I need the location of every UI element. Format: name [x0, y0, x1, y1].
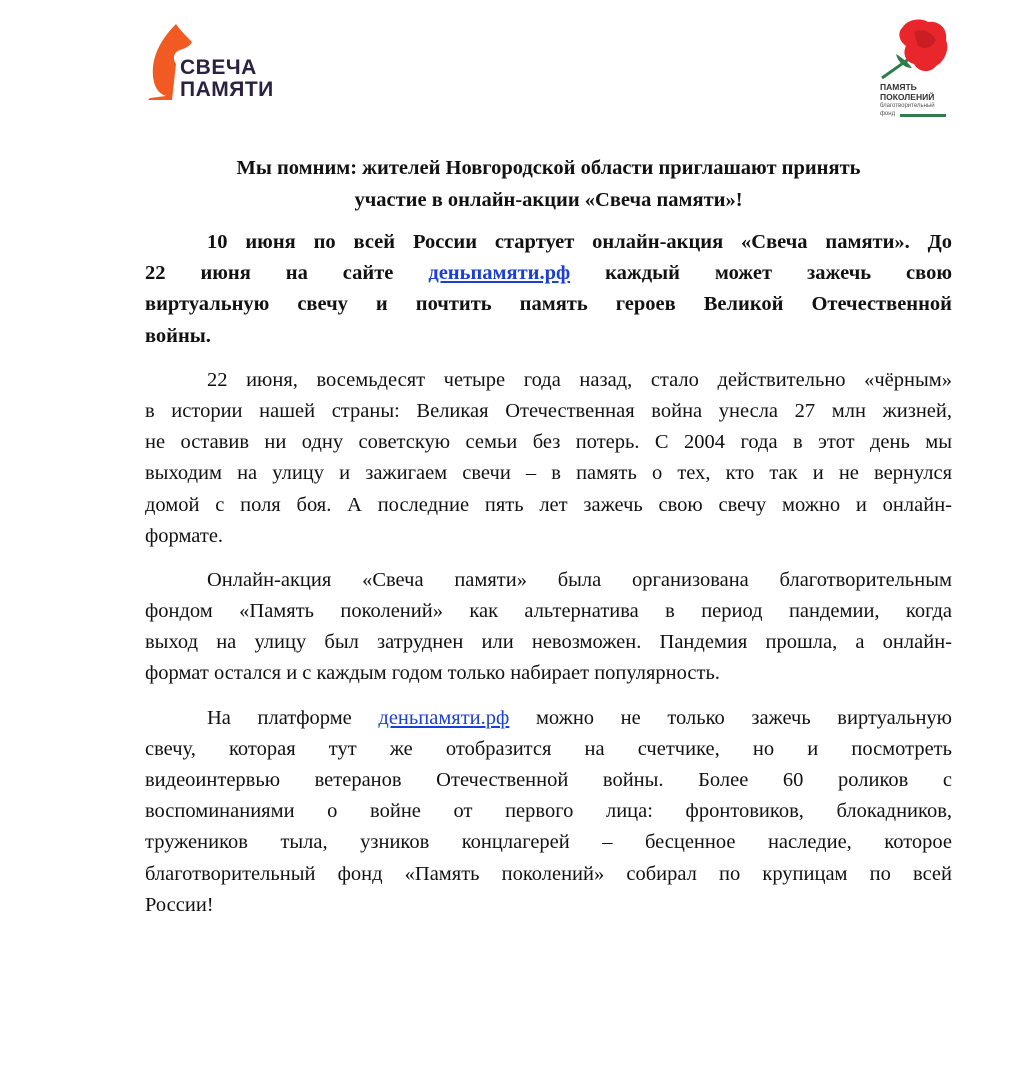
title-line: Мы помним: жителей Новгородской области приглашают принять	[236, 157, 861, 179]
article-body	[145, 227, 952, 934]
text-line: воспоминаниями о войне от первого лица: фронтовиков, блокадников,	[145, 800, 952, 823]
text-line: домой с поля боя. А последние пять лет зажечь свою свечу можно и онлайн-	[145, 493, 952, 516]
logo-text-line4: фонд	[880, 111, 896, 117]
text-line: свечу, которая тут же отобразится на счетчике, но и посмотреть	[145, 737, 952, 760]
title-line: участие в онлайн-акции «Свеча памяти»!	[354, 189, 743, 211]
lead-paragraph	[145, 227, 952, 352]
text-line: Онлайн-акция «Свеча памяти» была организована благотворительным	[207, 568, 952, 591]
memory-day-link[interactable]: деньпамяти.рф	[378, 706, 510, 729]
text-line: выход на улицу был затруднен или невозможен. Пандемия прошла, а онлайн-	[145, 631, 952, 654]
logo-text-line1: ПАМЯТЬ	[880, 82, 917, 92]
text-line: фондом «Память поколений» как альтернатива в период пандемии, когда	[145, 600, 952, 623]
logo-text-line2: ПАМЯТИ	[180, 78, 274, 101]
body-paragraph	[145, 365, 952, 552]
text-line: тружеников тыла, узников концлагерей – бесценное наследие, которое	[145, 831, 952, 854]
text-line: формате.	[145, 524, 224, 547]
text-line: войны.	[145, 324, 211, 347]
text-line: видеоинтервью ветеранов Отечественной войны. Более 60 роликов с	[145, 769, 952, 791]
memory-day-link[interactable]: деньпамяти.рф	[428, 262, 571, 285]
text-line: в истории нашей страны: Великая Отечественная война унесла 27 млн жизней,	[145, 399, 952, 422]
logo-text-line1: СВЕЧА	[180, 56, 257, 79]
text-line: формат остался и с каждым годом только набирает популярность.	[145, 662, 720, 685]
text-line: России!	[145, 893, 214, 916]
text-line: 10 июня по всей России стартует онлайн-акция «Свеча памяти». До	[207, 231, 952, 253]
text-line: 22 июня на сайте деньпамяти.рф каждый может зажечь свою	[145, 262, 952, 285]
text-line: На платформе деньпамяти.рф можно не только зажечь виртуальную	[207, 706, 952, 729]
text-line: выходим на улицу и зажигаем свечи – в память о тех, кто так и не вернулся	[145, 462, 952, 485]
text-line: 22 июня, восемьдесят четыре года назад, стало действительно «чёрным»	[207, 368, 952, 391]
logo-text-line3: благотворительный	[880, 103, 935, 109]
text-line: виртуальную свечу и почтить память героев Великой Отечественной	[145, 293, 952, 316]
logo-bar	[900, 114, 946, 117]
logo-text-line2: ПОКОЛЕНИЙ	[880, 92, 935, 102]
body-paragraph	[145, 565, 952, 690]
text-line: благотворительный фонд «Память поколений» собирал по крупицам по всей	[145, 862, 952, 885]
body-paragraph	[145, 703, 952, 921]
article-title	[145, 152, 952, 216]
text-line: не оставив ни одну советскую семьи без потерь. С 2004 года в этот день мы	[145, 431, 952, 454]
